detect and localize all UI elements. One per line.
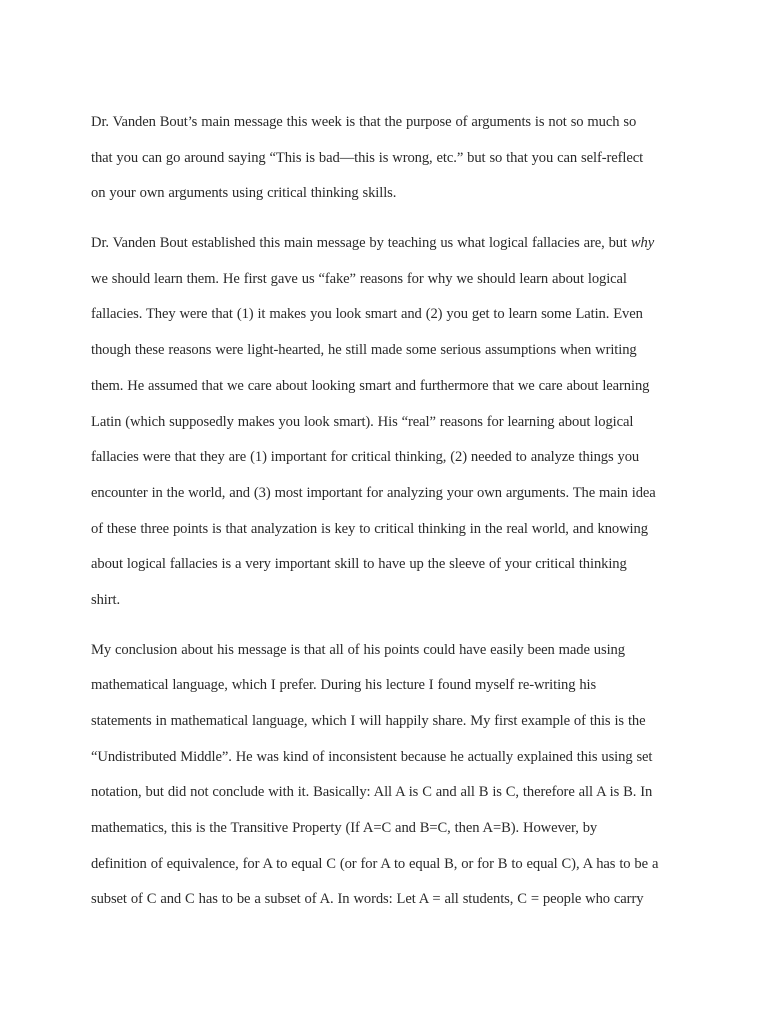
text-line: though these reasons were light-hearted, he still made some serious assumptions when writing <box>91 342 637 359</box>
text-line: definition of equivalence, for A to equal C (or for A to equal B, or for B to equal C), A has to be a <box>91 855 659 872</box>
text-line: of these three points is that analyzation is key to critical thinking in the real world, and knowing <box>91 520 648 537</box>
paragraph-2 <box>91 226 691 619</box>
text-line: Latin (which supposedly makes you look smart). His “real” reasons for learning about logical <box>91 413 634 430</box>
text-line: fallacies. They were that (1) it makes you look smart and (2) you get to learn some Latin. Even <box>91 306 643 323</box>
text-line: we should learn them. He first gave us “fake” reasons for why we should learn about logical <box>91 270 627 287</box>
text-line: that you can go around saying “This is bad—this is wrong, etc.” but so that you can self-reflect <box>91 149 644 166</box>
text-line: about logical fallacies is a very important skill to have up the sleeve of your critical thinking <box>91 556 627 573</box>
text-line: subset of C and C has to be a subset of A. In words: Let A = all students, C = people who carry <box>91 891 644 908</box>
text-line: Dr. Vanden Bout’s main message this week is that the purpose of arguments is not so much so <box>91 114 637 130</box>
text-line: encounter in the world, and (3) most important for analyzing your own arguments. The main idea <box>91 484 656 501</box>
text-line: them. He assumed that we care about looking smart and furthermore that we care about learning <box>91 377 650 394</box>
text-line: statements in mathematical language, which I will happily share. My first example of this is the <box>91 713 646 729</box>
text-line: My conclusion about his message is that all of his points could have easily been made using <box>91 641 625 658</box>
text-line: mathematical language, which I prefer. During his lecture I found myself re-writing his <box>91 677 597 694</box>
text-line: shirt. <box>91 591 120 608</box>
text-line-main: Dr. Vanden Bout established this main message by teaching us what logical fallacies are, but <box>91 235 627 252</box>
emphasized-word: why <box>630 235 655 252</box>
text-line <box>91 226 691 262</box>
text-line: on your own arguments using critical thinking skills. <box>91 185 397 202</box>
paragraph-1 <box>91 105 691 212</box>
text-line: notation, but did not conclude with it. Basically: All A is C and all B is C, therefore all A is B. In <box>91 784 653 801</box>
text-line: mathematics, this is the Transitive Property (If A=C and B=C, then A=B). However, by <box>91 820 598 837</box>
document-body <box>91 105 691 932</box>
text-line: fallacies were that they are (1) important for critical thinking, (2) needed to analyze things you <box>91 449 640 466</box>
text-line: “Undistributed Middle”. He was kind of inconsistent because he actually explained this using set <box>91 748 653 765</box>
paragraph-3 <box>91 633 691 919</box>
